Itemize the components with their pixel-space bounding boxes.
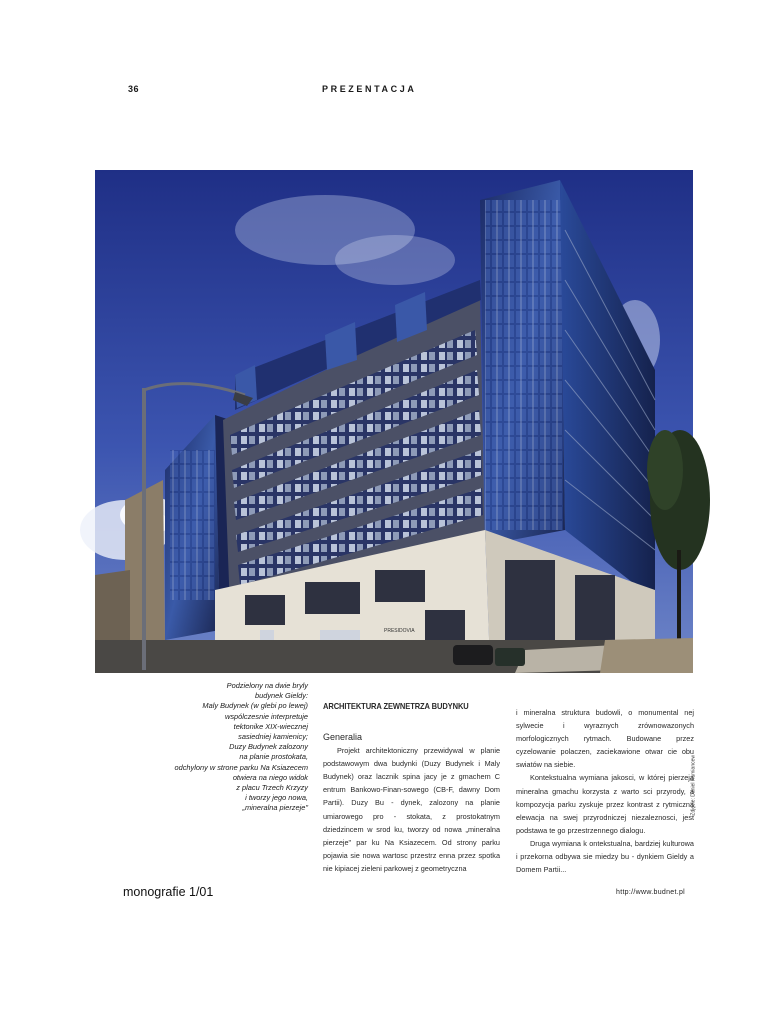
photo-credit: Zdjęcie: Daniel Rumiancew [691, 755, 697, 816]
article-paragraph: i mineralna struktura budowli, o monumental nej sylwecie i wyraznych zrównowazonych morfologicznych rytmach. Budowane przez cyzelowanie polaczen, zaciekawione otwar cie obu swiatów na siebie. [516, 708, 694, 770]
caption-line: wspólczesnie interpretuje [225, 711, 308, 721]
article-heading: ARCHITEKTURA ZEWNETRZA BUDYNKU [323, 702, 469, 711]
caption-line: odchylony w strone parku Na Ksiazecem [174, 762, 308, 772]
website-link[interactable]: http://www.budnet.pl [616, 889, 686, 896]
caption-line: Podzielony na dwie bryly [226, 681, 308, 690]
photo-caption [140, 681, 308, 814]
caption-line: Maly Budynek (w glebi po lewej) [202, 701, 308, 711]
caption-line: i tworzy jego nowa, [245, 793, 308, 803]
article-column-2 [516, 706, 694, 876]
caption-line: „mineralna pierzeje" [242, 803, 308, 813]
caption-line: budynek Gieldy: [255, 691, 308, 701]
article-paragraph: Druga wymiana k ontekstualna, bardziej kulturowa i przekorna odbywa sie miedzy bu - dynkiem Gieldy a Domem Partii... [516, 838, 694, 875]
page-number: 36 [128, 84, 140, 94]
caption-line: na planie prostokata, [239, 752, 308, 762]
section-label: PREZENTACJA [322, 84, 417, 94]
article-subheading: Generalia [323, 732, 363, 743]
caption-line: otwiera na niego widok [232, 772, 308, 782]
building-sign: PRESIDOVIA [384, 628, 415, 634]
article-paragraph: Kontekstualna wymiana jakosci, w której pierzeja mineralna gmachu korzysta z warto sci przyrody, a kompozycja parku zyskuje przez kontrast z rytmiczna elewacja na swej przyrodniczej niezaleznosci, jest podstawa te go przestrzennego dialogu. [516, 773, 694, 835]
caption-line: tektonike XIX-wiecznej [233, 721, 308, 731]
caption-line: sasiedniej kamienicy; [238, 732, 308, 742]
article-paragraph: Projekt architektoniczny przewidywal w planie podstawowym dwa budynki (Duzy Budynek i Maly Budynek) oraz lacznik spina jacy je z gmachem C entrum Bankowo-Finan-sowego (CB-F, dawny Dom Partii). Duzy Bu - dynek, zalozony na planie umiarowego pro - stokata, z prostokatnym dziedzincem w srod ku, tworzy od nowa „mineralna pierzeje" par ku Na Ksiazecem. Od strony parku pojawia sie nowa wartosc przestrz enna przez spotka nie kipiacej zieleni parkowej z geometryczna [323, 746, 500, 873]
caption-line: Duzy Budynek zalozony [229, 742, 308, 752]
caption-line: z placu Trzech Krzyzy [236, 783, 308, 793]
article-column-1 [323, 700, 500, 875]
magazine-issue: monografie 1/01 [123, 885, 214, 899]
